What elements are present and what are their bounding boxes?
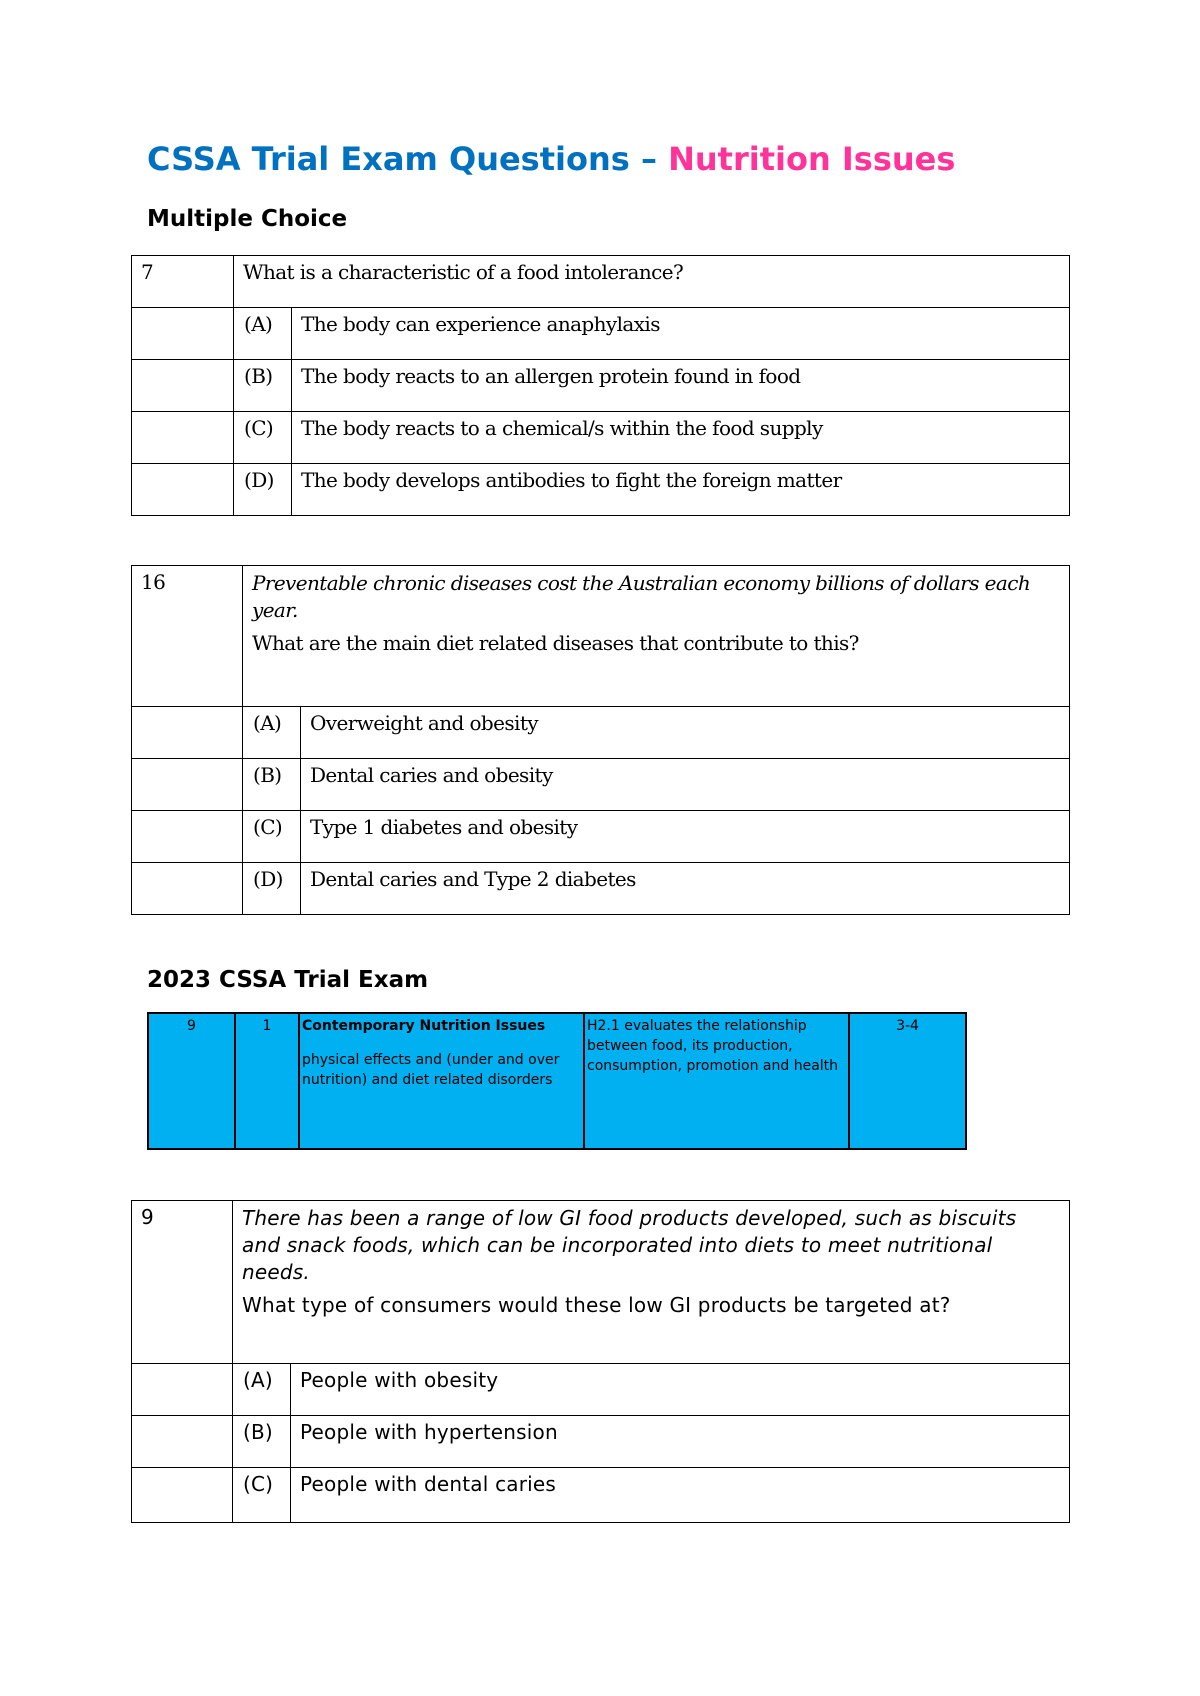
option-letter: (D): [243, 863, 301, 915]
syllabus-mapping-table: [147, 1012, 967, 1150]
question-scenario: Preventable chronic diseases cost the Australian economy billions of dollars each year.: [252, 571, 1031, 622]
question-stem-cell: [243, 566, 1070, 707]
option-row: [132, 707, 1070, 759]
option-row: [132, 759, 1070, 811]
mapping-band: 3-4: [849, 1013, 966, 1149]
title-topic: Nutrition Issues: [668, 140, 956, 178]
option-text: People with dental caries: [291, 1468, 1070, 1523]
title-main: CSSA Trial Exam Questions –: [147, 140, 669, 178]
option-row: [132, 464, 1070, 516]
mapping-topic-cell: [299, 1013, 584, 1149]
question-stem: What type of consumers would these low GI products be targeted at?: [242, 1293, 951, 1317]
question-7-table: [131, 255, 1070, 516]
option-letter: (A): [243, 707, 301, 759]
option-letter: (B): [233, 1416, 291, 1468]
option-letter: (D): [234, 464, 292, 516]
option-text: Dental caries and obesity: [301, 759, 1070, 811]
mapping-question-number: 9: [148, 1013, 235, 1149]
mapping-outcome: H2.1 evaluates the relationship between food, its production, consumption, promotion and health: [584, 1013, 849, 1149]
option-row: [132, 1364, 1070, 1416]
question-16-table: [131, 565, 1070, 915]
question-number: 16: [132, 566, 243, 707]
option-letter: (C): [233, 1468, 291, 1523]
question-stem: What is a characteristic of a food intolerance?: [234, 256, 1070, 308]
option-row: [132, 308, 1070, 360]
option-row: [132, 863, 1070, 915]
question-stem: What are the main diet related diseases that contribute to this?: [252, 631, 859, 655]
question-scenario: There has been a range of low GI food products developed, such as biscuits and snack foods, which can be incorporated into diets to meet nutritional needs.: [242, 1206, 1017, 1284]
option-text: The body develops antibodies to fight the foreign matter: [292, 464, 1070, 516]
option-letter: (C): [243, 811, 301, 863]
option-text: Dental caries and Type 2 diabetes: [301, 863, 1070, 915]
option-letter: (B): [243, 759, 301, 811]
option-text: The body reacts to a chemical/s within the food supply: [292, 412, 1070, 464]
section-heading-multiple-choice: Multiple Choice: [147, 206, 348, 232]
option-letter: (B): [234, 360, 292, 412]
mapping-content: physical effects and (under and over nutrition) and diet related disorders: [302, 1052, 560, 1088]
option-letter: (A): [233, 1364, 291, 1416]
option-text: People with obesity: [291, 1364, 1070, 1416]
option-letter: (C): [234, 412, 292, 464]
option-text: The body reacts to an allergen protein found in food: [292, 360, 1070, 412]
mapping-topic: Contemporary Nutrition Issues: [302, 1018, 546, 1034]
question-number: 9: [132, 1201, 233, 1364]
question-stem-cell: [233, 1201, 1070, 1364]
question-number: 7: [132, 256, 234, 308]
question-9-table: [131, 1200, 1070, 1523]
option-letter: (A): [234, 308, 292, 360]
option-text: People with hypertension: [291, 1416, 1070, 1468]
option-row: [132, 1468, 1070, 1523]
option-text: The body can experience anaphylaxis: [292, 308, 1070, 360]
option-row: [132, 360, 1070, 412]
page-title: [147, 140, 955, 178]
option-text: Type 1 diabetes and obesity: [301, 811, 1070, 863]
option-text: Overweight and obesity: [301, 707, 1070, 759]
option-row: [132, 811, 1070, 863]
section-heading-2023-trial: 2023 CSSA Trial Exam: [147, 967, 429, 993]
mapping-marks: 1: [235, 1013, 299, 1149]
option-row: [132, 412, 1070, 464]
option-row: [132, 1416, 1070, 1468]
